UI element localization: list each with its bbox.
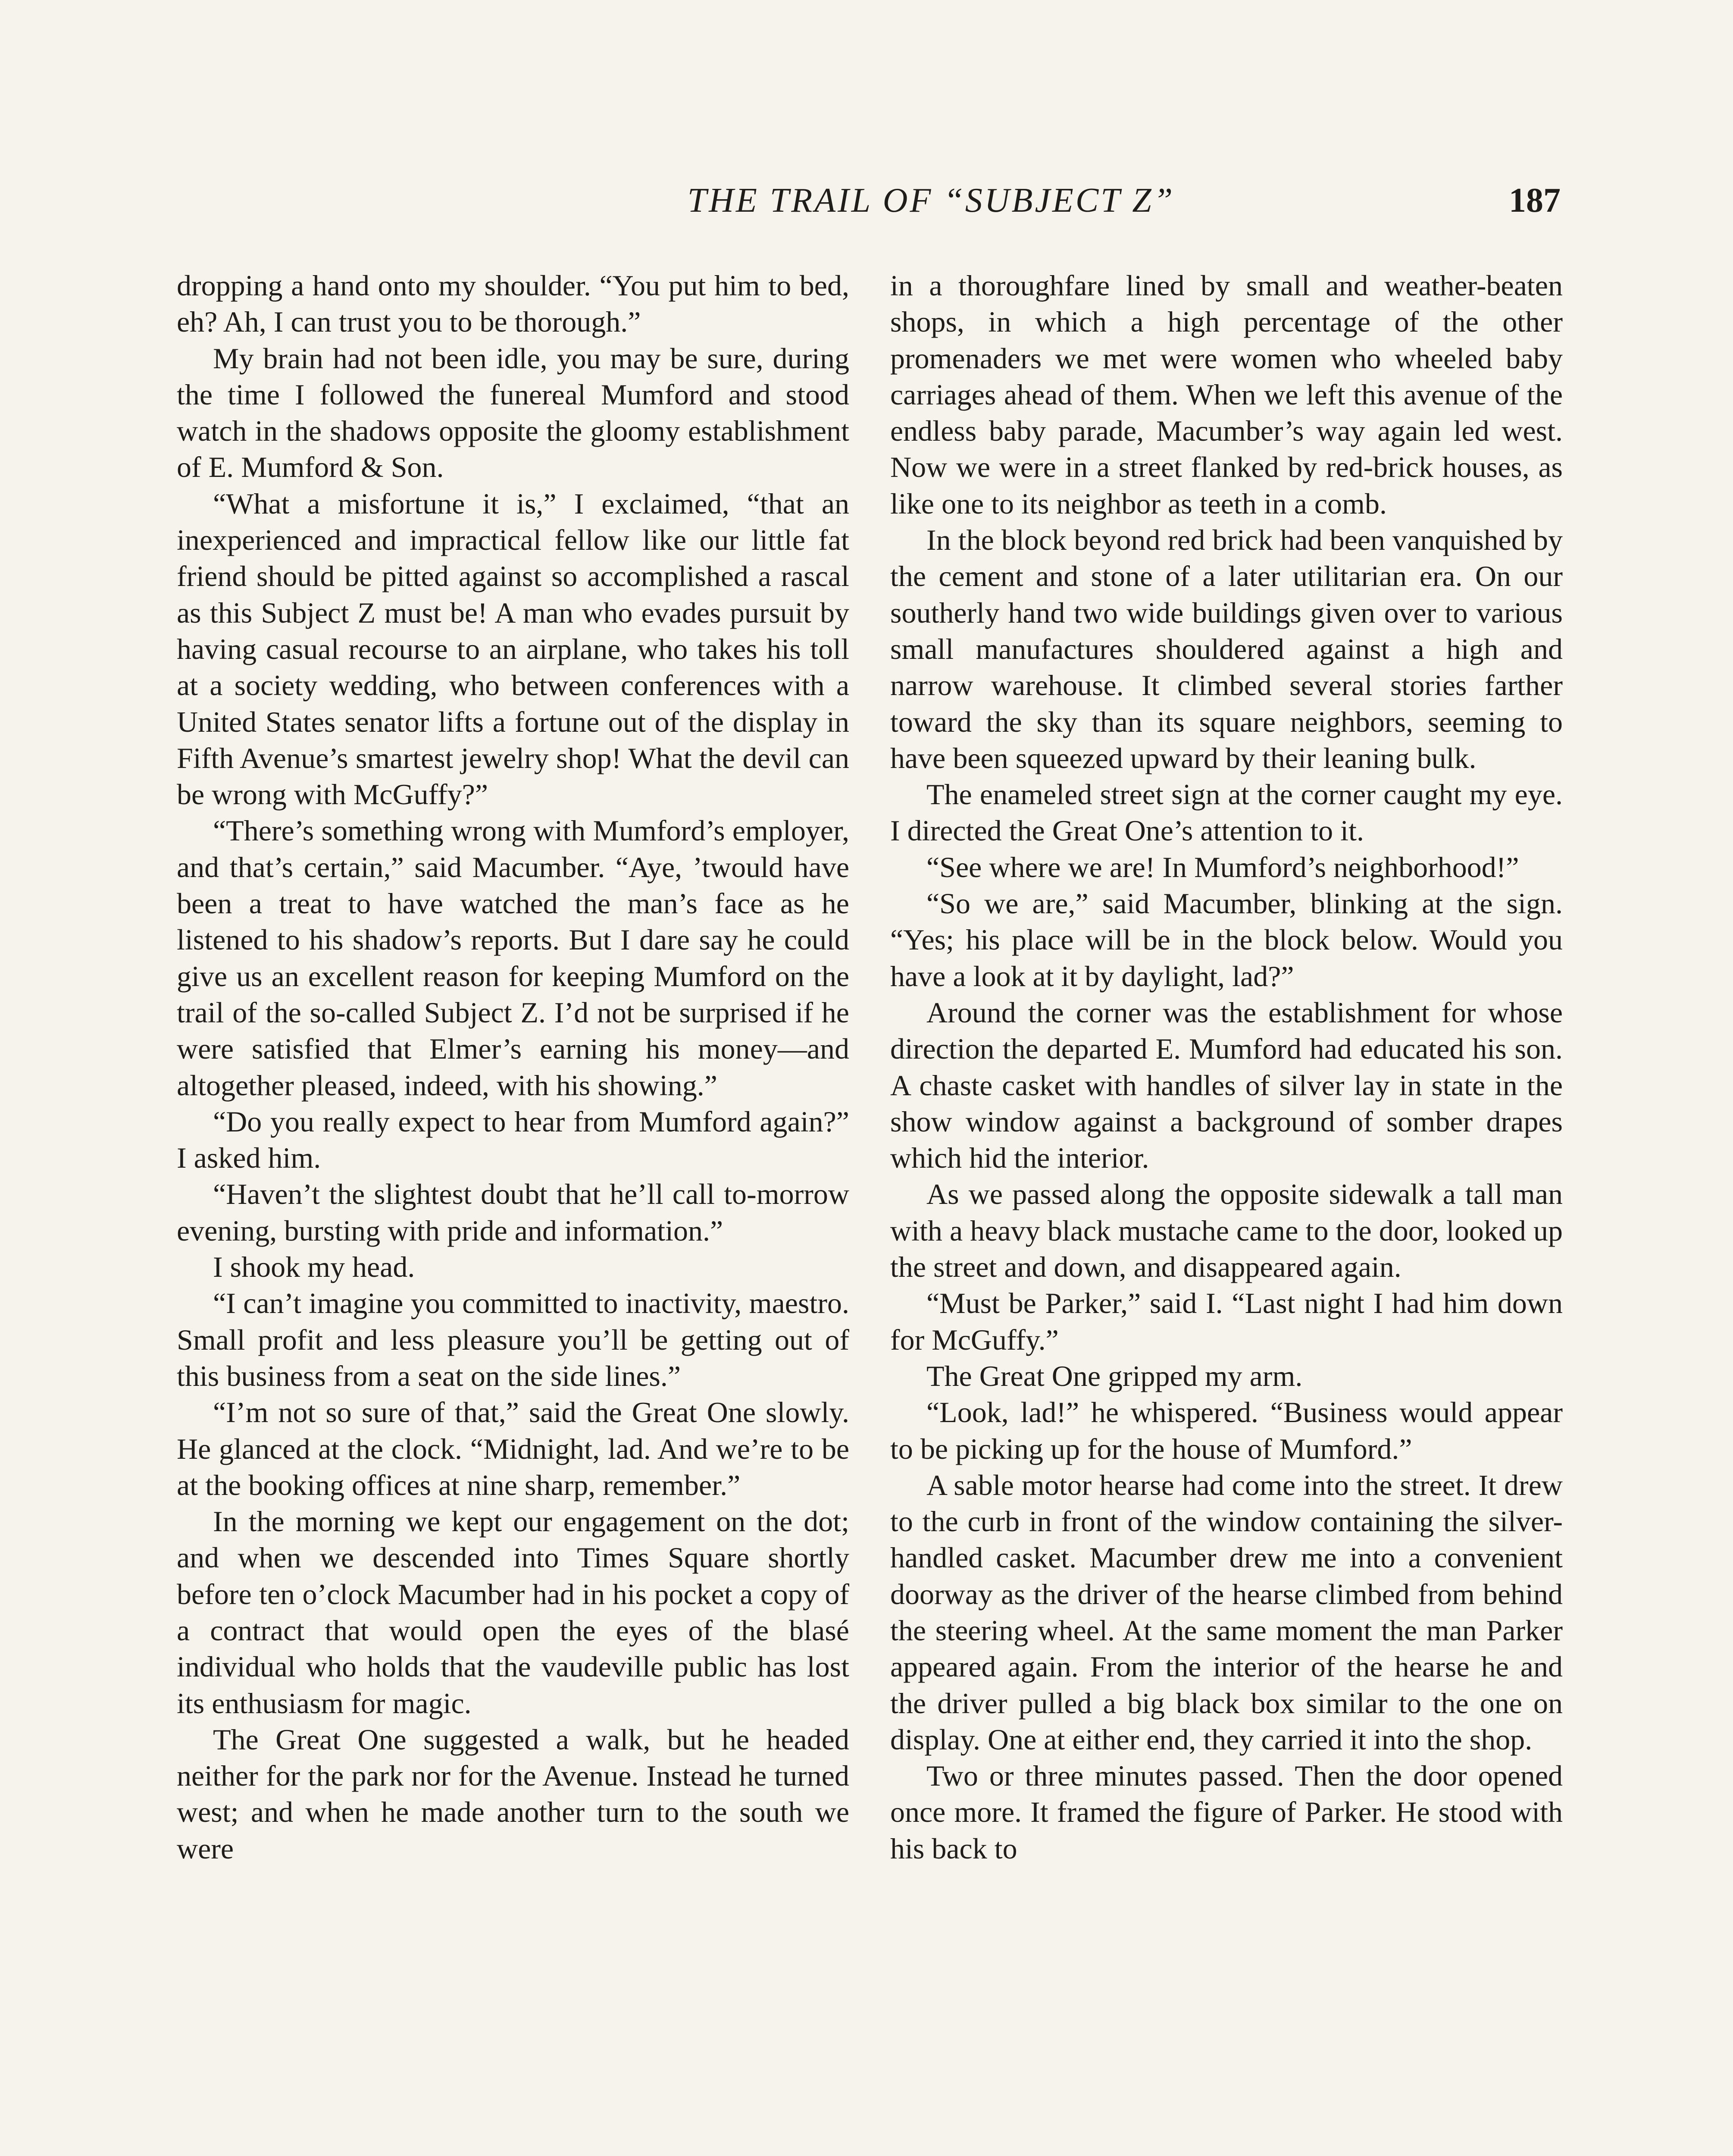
paragraph: My brain had not been idle, you may be sure, during the time I followed the funereal Mumford and stood watch in the shadows opposite the gloomy establishment of E. Mumford & Son.	[177, 342, 849, 484]
paragraph: In the block beyond red brick had been vanquished by the cement and stone of a later utilitarian era. On our southerly hand two wide buildings given over to various small manufactures shouldered against a high and narrow warehouse. It climbed several stories farther toward the sky than its square neighbors, seeming to have been squeezed upward by their leaning bulk.	[890, 523, 1563, 774]
paragraph: “Haven’t the slightest doubt that he’ll call to-morrow evening, bursting with pride and information.”	[177, 1178, 849, 1247]
paragraph: “Look, lad!” he whispered. “Business would appear to be picking up for the house of Mumford.”	[890, 1396, 1563, 1465]
paragraph: The Great One suggested a walk, but he headed neither for the park nor for the Avenue. Instead he turned west; and when he made another turn to the south we were	[177, 1723, 849, 1865]
paragraph: Two or three minutes passed. Then the door opened once more. It framed the figure of Parker. He stood with his back to	[890, 1759, 1563, 1865]
page-number: 187	[1509, 182, 1561, 219]
paragraph: Around the corner was the establishment for whose direction the departed E. Mumford had educated his son. A chaste casket with handles of silver lay in state in the show window against a background of somber drapes which hid the interior.	[890, 996, 1563, 1175]
paragraph: in a thoroughfare lined by small and weather-beaten shops, in which a high percentage of the other promenaders we met were women who wheeled baby carriages ahead of them. When we left this avenue of the endless baby parade, Macumber’s way again led west. Now we were in a street flanked by red-brick houses, as like one to its neighbor as teeth in a comb.	[890, 269, 1563, 520]
paragraph: “There’s something wrong with Mumford’s employer, and that’s certain,” said Macumber. “Aye, ’twould have been a treat to have watched the man’s face as he listened to his shadow’s reports. But I dare say he could give us an excellent reason for keeping Mumford on the trail of the so-called Subject Z. I’d not be surprised if he were satisfied that Elmer’s earning his money—and altogether pleased, indeed, with his showing.”	[177, 814, 849, 1102]
text-column-left	[177, 267, 849, 2156]
running-title: THE TRAIL OF “SUBJECT Z”	[687, 182, 1175, 219]
paragraph: “What a misfortune it is,” I exclaimed, “that an inexperienced and impractical fellow like our little fat friend should be pitted against so accomplished a rascal as this Subject Z must be! A man who evades pursuit by having casual recourse to an airplane, who takes his toll at a society wedding, who between conferences with a United States senator lifts a fortune out of the display in Fifth Avenue’s smartest jewelry shop! What the devil can be wrong with McGuffy?”	[177, 487, 849, 811]
paragraph: In the morning we kept our engagement on the dot; and when we descended into Times Square shortly before ten o’clock Macumber had in his pocket a copy of a contract that would open the eyes of the blasé individual who holds that the vaudeville public has lost its enthusiasm for magic.	[177, 1505, 849, 1720]
paragraph: “Must be Parker,” said I. “Last night I had him down for McGuffy.”	[890, 1287, 1563, 1356]
paragraph: A sable motor hearse had come into the street. It drew to the curb in front of the window containing the silver-handled casket. Macumber drew me into a convenient doorway as the driver of the hearse climbed from behind the steering wheel. At the same moment the man Parker appeared again. From the interior of the hearse he and the driver pulled a big black box similar to the one on display. One at either end, they carried it into the shop.	[890, 1468, 1563, 1756]
text-column-right	[890, 267, 1563, 2156]
paragraph: The Great One gripped my arm.	[926, 1359, 1303, 1392]
paragraph: The enameled street sign at the corner caught my eye. I directed the Great One’s attention to it.	[890, 778, 1563, 847]
paragraph: “I can’t imagine you committed to inactivity, maestro. Small profit and less pleasure you’ll be getting out of this business from a seat on the side lines.”	[177, 1287, 849, 1392]
paragraph: “So we are,” said Macumber, blinking at the sign. “Yes; his place will be in the block below. Would you have a look at it by daylight, lad?”	[890, 887, 1563, 993]
paragraph: “See where we are! In Mumford’s neighborhood!”	[926, 850, 1519, 884]
paragraph: “I’m not so sure of that,” said the Great One slowly. He glanced at the clock. “Midnight, lad. And we’re to be at the booking offices at nine sharp, remember.”	[177, 1396, 849, 1501]
paragraph: dropping a hand onto my shoulder. “You put him to bed, eh? Ah, I can trust you to be thorough.”	[177, 269, 849, 338]
paragraph: “Do you really expect to hear from Mumford again?” I asked him.	[177, 1105, 849, 1175]
paragraph: I shook my head.	[213, 1250, 415, 1284]
paragraph: As we passed along the opposite sidewalk a tall man with a heavy black mustache came to the door, looked up the street and down, and disappeared again.	[890, 1178, 1563, 1284]
